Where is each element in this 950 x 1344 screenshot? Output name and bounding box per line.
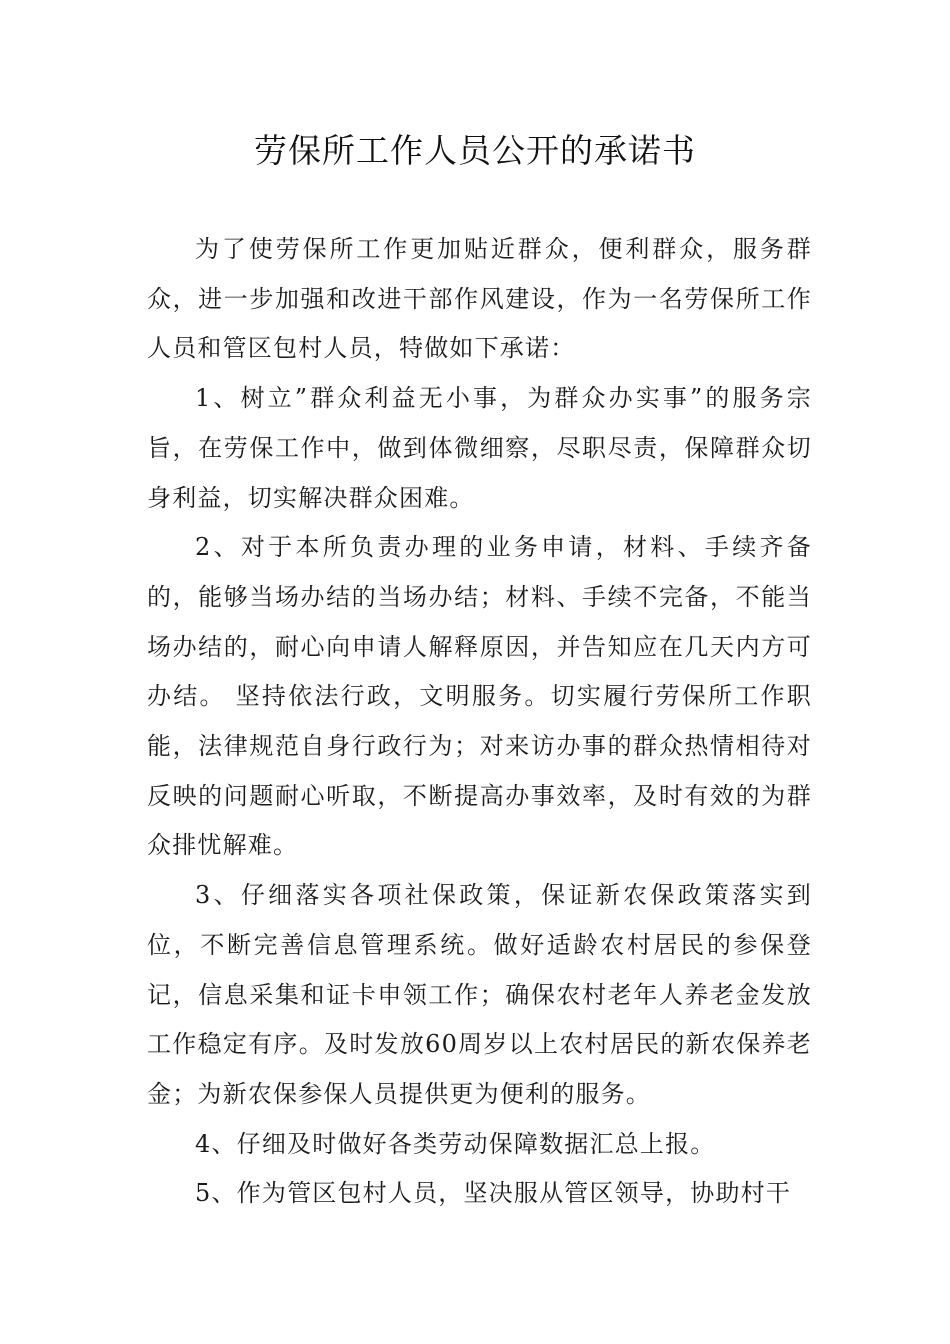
- paragraph-item-5: 5、作为管区包村人员，坚决服从管区领导，协助村干: [195, 1179, 792, 1208]
- paragraph-item-4: 4、仔细及时做好各类劳动保障数据汇总上报。: [195, 1129, 716, 1158]
- document-title: 劳保所工作人员公开的承诺书: [254, 131, 696, 170]
- paragraph-intro: 为了使劳保所工作更加贴近群众，便利群众，服务群众，进一步加强和改进干部作风建设，作为一名劳保所工作人员和管区包村人员，特做如下承诺：: [147, 235, 812, 363]
- paragraph-item-2: 2、对于本所负责办理的业务申请，材料、手续齐备的，能够当场办结的当场办结；材料、手续不完备，不能当场办结的，耐心向申请人解释原因，并告知应在几天内方可办结。 坚持依法行政，文明服务。切实履行劳保所工作职能，法律规范自身行政行为；对来访办事的群众热情相待对反映的问题耐心听取，不断提高办事效率，及时有效的为群众排忧解难。: [147, 533, 812, 860]
- paragraph-item-1: 1、树立”群众利益无小事，为群众办实事”的服务宗旨，在劳保工作中，做到体微细察，尽职尽责，保障群众切身利益，切实解决群众困难。: [147, 384, 812, 512]
- paragraph-item-3: 3、仔细落实各项社保政策，保证新农保政策落实到位，不断完善信息管理系统。做好适龄农村居民的参保登记，信息采集和证卡申领工作；确保农村老年人养老金发放工作稳定有序。及时发放60周岁以上农村居民的新农保养老金；为新农保参保人员提供更为便利的服务。: [147, 881, 812, 1108]
- document-body: [147, 225, 812, 1219]
